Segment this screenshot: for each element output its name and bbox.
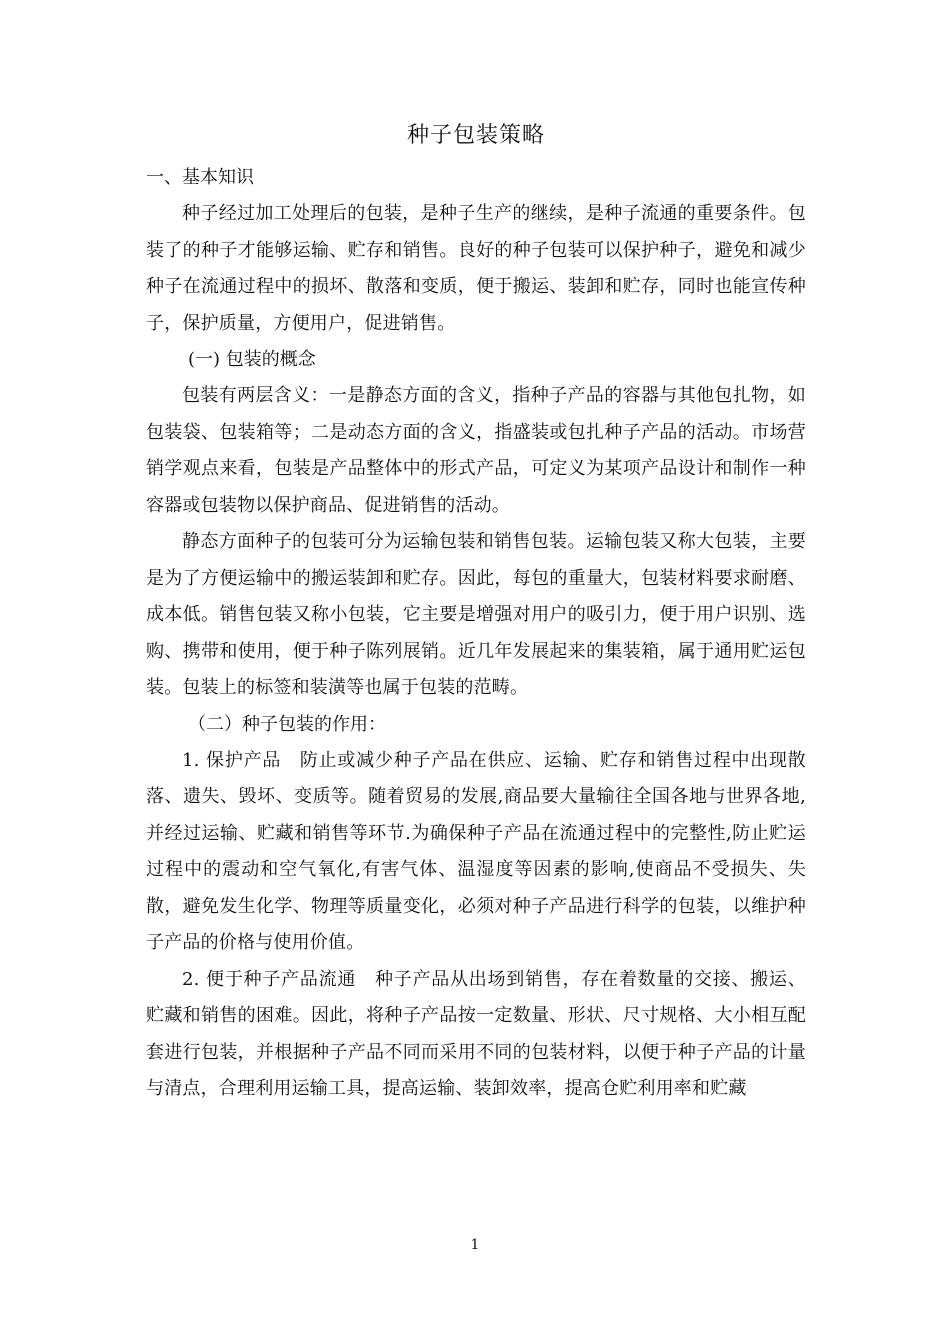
paragraph-protect-product: 1. 保护产品 防止或减少种子产品在供应、运输、贮存和销售过程中出现散落、遗失、毁坏、变质等。随着贸易的发展,商品要大量输往全国各地与世界各地,并经过运输、贮藏和销售等环节.为确保种子产品在流通过程中的完整性,防止贮运过程中的震动和空气氧化,有害气体、温湿度等因素的影响,使商品不受损失、失散，避免发生化学、物理等质量变化，必须对种子产品进行科学的包装，以维护种子产品的价格与使用价值。 [146, 749, 806, 953]
paragraph-static-packaging: 静态方面种子的包装可分为运输包装和销售包装。运输包装又称大包装，主要是为了方便运输中的搬运装卸和贮存。因此，每包的重量大，包装材料要求耐磨、成本低。销售包装又称小包装，它主要是增强对用户的吸引力，便于用户识别、选购、携带和使用，便于种子陈列展销。近几年发展起来的集装箱，属于通用贮运包装。包装上的标签和装潢等也属于包装的范畴。 [146, 531, 806, 698]
document-body [146, 120, 806, 1108]
subheading-packaging-function: （二）种子包装的作用： [188, 713, 386, 735]
section-heading-basic-knowledge: 一、基本知识 [146, 167, 254, 188]
subheading-packaging-concept: (一) 包装的概念 [188, 349, 316, 370]
paragraph-intro: 种子经过加工处理后的包装，是种子生产的继续，是种子流通的重要条件。包装了的种子才能够运输、贮存和销售。良好的种子包装可以保护种子，避免和减少种子在流通过程中的损坏、散落和变质，便于搬运、装卸和贮存，同时也能宣传种子，保护质量，方便用户，促进销售。 [146, 203, 806, 334]
paragraph-packaging-meaning: 包装有两层含义：一是静态方面的含义，指种子产品的容器与其他包扎物，如包装袋、包装箱等；二是动态方面的含义，指盛装或包扎种子产品的活动。市场营销学观点来看，包装是产品整体中的形式产品，可定义为某项产品设计和制作一种容器或包装物以保护商品、促进销售的活动。 [146, 385, 806, 516]
page-number: 1 [470, 1237, 480, 1253]
document-title: 种子包装策略 [406, 123, 545, 148]
paragraph-ease-circulation: 2. 便于种子产品流通 种子产品从出场到销售，存在着数量的交接、搬运、贮藏和销售的困难。因此，将种子产品按一定数量、形状、尺寸规格、大小相互配套进行包装，并根据种子产品不同而采用不同的包装材料，以便于种子产品的计量与清点，合理利用运输工具，提高运输、装卸效率，提高仓贮利用率和贮藏 [146, 968, 806, 1099]
